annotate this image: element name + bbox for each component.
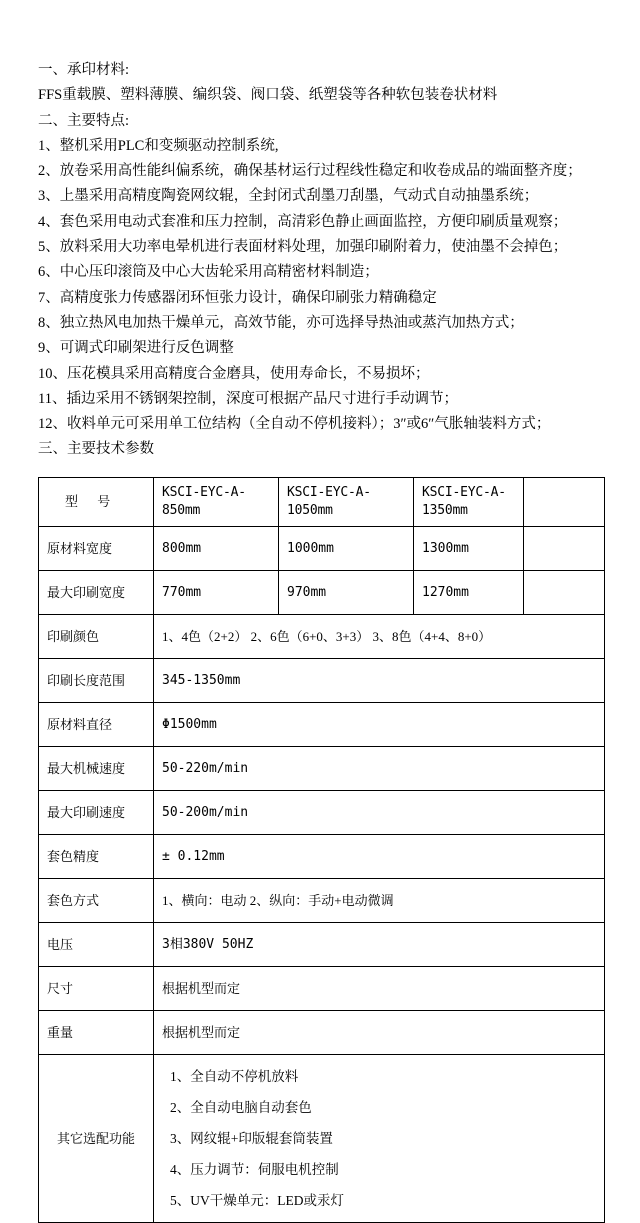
type-label-text: 型 号 (65, 493, 119, 509)
optional-item: 5、UV干燥单元：LED或汞灯 (170, 1193, 344, 1209)
table-cell-value: 50-220m/min (154, 747, 605, 791)
table-cell-model-1: KSCI-EYC-A-850mm (154, 477, 279, 526)
table-cell-value: 1、4色（2+2） 2、6色（6+0、3+3） 3、8色（4+4、8+0） (154, 615, 605, 659)
table-cell-value: 970mm (279, 571, 414, 615)
table-cell-label: 重量 (39, 1011, 154, 1055)
table-cell-value: 1300mm (414, 527, 524, 571)
paragraph-line: FFS重载膜、塑料薄膜、编织袋、阀口袋、纸塑袋等各种软包装卷状材料 (38, 87, 498, 104)
table-cell-value: 1000mm (279, 527, 414, 571)
table-cell-value: 50-200m/min (154, 791, 605, 835)
paragraph-line: 11、插边采用不锈钢架控制，深度可根据产品尺寸进行手动调节； (38, 390, 458, 407)
table-row (39, 879, 605, 923)
table-cell-value: 1、横向：电动 2、纵向：手动+电动微调 (154, 879, 605, 923)
table-cell-value: 根据机型而定 (154, 1011, 605, 1055)
optional-item: 1、全自动不停机放料 (170, 1069, 299, 1085)
paragraph-line: 3、上墨采用高精度陶瓷网纹辊，全封闭式刮墨刀刮墨，气动式自动抽墨系统； (38, 188, 539, 205)
table-cell-optional-label: 其它选配功能 (39, 1055, 154, 1223)
table-cell-label: 套色方式 (39, 879, 154, 923)
table-cell-value: 770mm (154, 571, 279, 615)
paragraph-line: 8、独立热风电加热干燥单元，高效节能，亦可选择导热油或蒸汽加热方式； (38, 314, 524, 331)
table-cell-label: 印刷长度范围 (39, 659, 154, 703)
table-row-optional (39, 1055, 605, 1223)
table-row (39, 527, 605, 571)
table-row (39, 923, 605, 967)
table-cell-label: 最大机械速度 (39, 747, 154, 791)
table-row (39, 571, 605, 615)
paragraph-line: 三、主要技术参数 (38, 441, 154, 458)
table-cell-value: 345-1350mm (154, 659, 605, 703)
paragraph-line: 1、整机采用PLC和变频驱动控制系统, (38, 137, 279, 154)
table-cell-type-label (39, 477, 154, 526)
table-cell-value: 3相380V 50HZ (154, 923, 605, 967)
table-cell-label: 电压 (39, 923, 154, 967)
table-cell-value: ± 0.12mm (154, 835, 605, 879)
paragraph-line: 5、放料采用大功率电晕机进行表面材料处理，加强印刷附着力，使油墨不会掉色； (38, 239, 568, 256)
optional-item: 3、网纹辊+印版辊套筒装置 (170, 1131, 333, 1147)
table-cell-value: 1270mm (414, 571, 524, 615)
table-cell-optional-list (154, 1055, 605, 1223)
table-cell-value: Φ1500mm (154, 703, 605, 747)
table-row (39, 1011, 605, 1055)
table-row (39, 747, 605, 791)
table-cell-label: 尺寸 (39, 967, 154, 1011)
table-cell-label: 印刷颜色 (39, 615, 154, 659)
table-cell-model-3: KSCI-EYC-A-1350mm (414, 477, 524, 526)
table-cell-empty (524, 571, 605, 615)
paragraph-line: 4、套色采用电动式套准和压力控制，高清彩色静止画面监控，方便印刷质量观察； (38, 213, 568, 230)
table-row (39, 967, 605, 1011)
table-cell-label: 套色精度 (39, 835, 154, 879)
paragraph-line: 2、放卷采用高性能纠偏系统，确保基材运行过程线性稳定和收卷成品的端面整齐度； (38, 163, 582, 180)
paragraph-line: 7、高精度张力传感器闭环恒张力设计，确保印刷张力精确稳定 (38, 289, 437, 306)
table-row (39, 615, 605, 659)
paragraph-line: 二、主要特点: (38, 112, 130, 129)
table-cell-label: 原材料直径 (39, 703, 154, 747)
paragraph-line: 一、承印材料: (38, 62, 130, 78)
table-row (39, 659, 605, 703)
table-cell-label: 最大印刷宽度 (39, 571, 154, 615)
optional-item: 2、全自动电脑自动套色 (170, 1100, 312, 1116)
optional-item: 4、压力调节：伺服电机控制 (170, 1162, 339, 1178)
paragraph-line: 9、可调式印刷架进行反色调整 (38, 340, 234, 357)
table-cell-label: 最大印刷速度 (39, 791, 154, 835)
table-cell-empty (524, 477, 605, 526)
table-row (39, 703, 605, 747)
table-cell-value: 800mm (154, 527, 279, 571)
table-cell-model-2: KSCI-EYC-A-1050mm (279, 477, 414, 526)
table-cell-value: 根据机型而定 (154, 967, 605, 1011)
spec-table (38, 477, 605, 1223)
paragraph-line: 6、中心压印滚筒及中心大齿轮采用高精密材料制造； (38, 264, 379, 281)
table-row (39, 477, 605, 526)
table-row (39, 835, 605, 879)
table-row (39, 791, 605, 835)
table-cell-label: 原材料宽度 (39, 527, 154, 571)
document-content (38, 58, 608, 1223)
paragraph-line: 12、收料单元可采用单工位结构（全自动不停机接料）；3″或6″气胀轴装料方式； (38, 416, 551, 433)
table-cell-empty (524, 527, 605, 571)
paragraph-line: 10、压花模具采用高精度合金磨具，使用寿命长，不易损坏； (38, 365, 430, 382)
